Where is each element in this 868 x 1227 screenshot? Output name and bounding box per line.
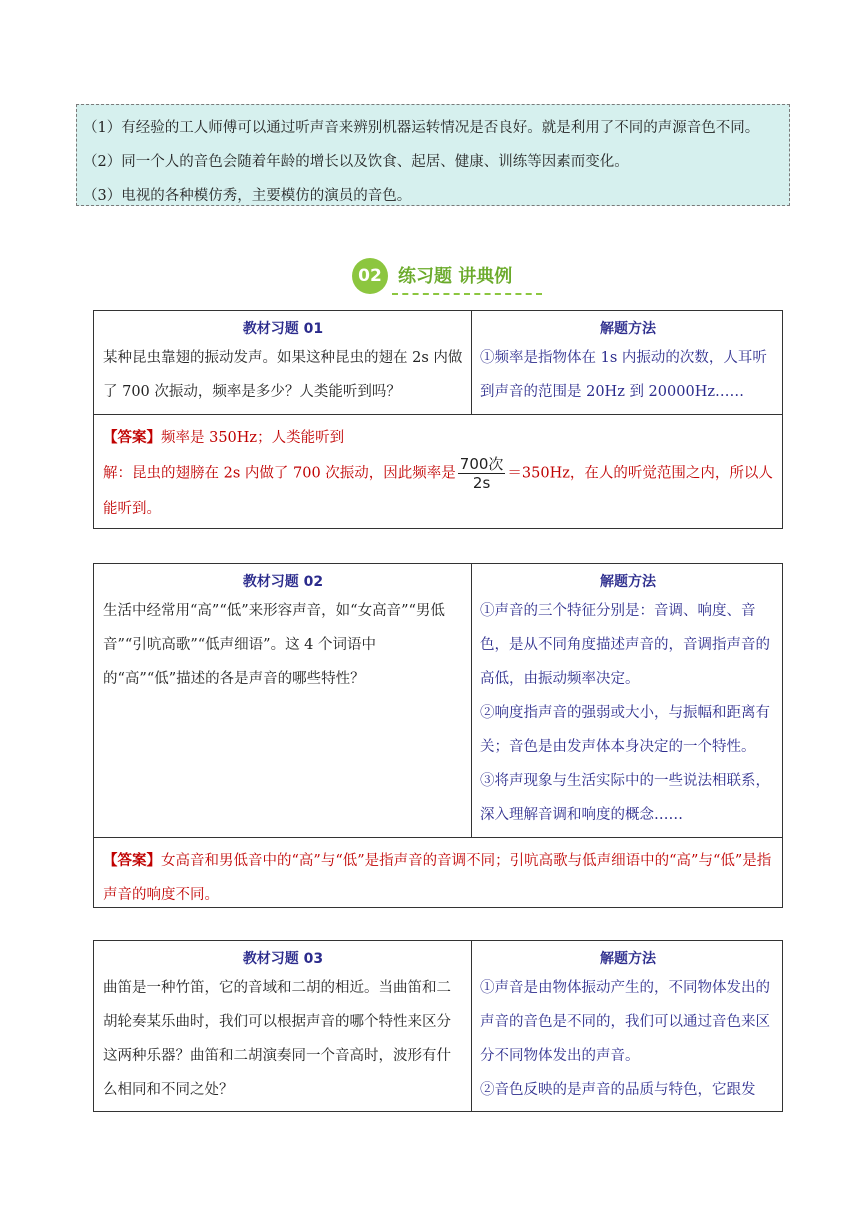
exercise-03-method-1: ①声音是由物体振动产生的，不同物体发出的声音的音色是不同的，我们可以通过音色来区分不同物体发出的声音。 [480,980,770,1064]
exercise-01-answer: 频率是 350Hz；人类能听到 [161,430,345,446]
exercise-02-question: 生活中经常用“高”“低”来形容声音，如“女高音”“男低音”“引吭高歌”“低声细语”。这 4 个词语中的“高”“低”描述的各是声音的哪些特性？ [103,603,445,687]
exercise-01-table [93,310,783,529]
knowledge-note-box [76,104,790,206]
exercise-02-method-2: ②响度指声音的强弱或大小，与振幅和距离有关；音色是由发声体本身决定的一个特性。 [480,705,770,755]
section-underline [392,293,542,295]
exercise-02-answer: 女高音和男低音中的“高”与“低”是指声音的音调不同；引吭高歌与低声细语中的“高”与“低”是指声音的响度不同。 [103,853,772,903]
exercise-03-question-cell [94,941,472,1111]
exercise-02-method-title: 解题方法 [600,574,656,590]
exercise-03-question: 曲笛是一种竹笛，它的音域和二胡的相近。当曲笛和二胡轮奏某乐曲时，我们可以根据声音的哪个特性来区分这两种乐器？曲笛和二胡演奏同一个音高时，波形有什么相同和不同之处？ [103,980,451,1098]
note-line-1: （1）有经验的工人师傅可以通过听声音来辨别机器运转情况是否良好。就是利用了不同的声源音色不同。 [83,120,760,136]
fraction-denominator: 2s [472,474,491,492]
exercise-01-question: 某种昆虫靠翅的振动发声。如果这种昆虫的翅在 2s 内做了 700 次振动，频率是多少？人类能听到吗？ [103,350,463,400]
exercise-02-title: 教材习题 02 [242,574,324,590]
section-header [352,258,544,298]
note-line-2: （2）同一个人的音色会随着年龄的增长以及饮食、起居、健康、训练等因素而变化。 [83,154,629,170]
exercise-01-method: ①频率是指物体在 1s 内振动的次数，人耳听到声音的范围是 20Hz 到 20000Hz…… [480,350,767,400]
exercise-01-solution-pre: 解：昆虫的翅膀在 2s 内做了 700 次振动，因此频率是 [103,465,456,482]
exercise-01-solution-post: ＝350Hz，在人的听觉范围之内，所以人能听到。 [103,465,773,517]
note-line-3: （3）电视的各种模仿秀，主要模仿的演员的音色。 [83,188,412,204]
exercise-01-title: 教材习题 01 [242,321,324,337]
exercise-02-question-cell [94,564,472,837]
section-number-badge: 02 [352,258,388,294]
exercise-01-question-cell [94,311,472,414]
exercise-03-method-cell [472,941,782,1111]
exercise-02-table [93,563,783,908]
exercise-03-method-title: 解题方法 [600,951,656,967]
exercise-01-answer-cell [94,414,782,528]
section-title: 练习题 讲典例 [398,266,513,287]
exercise-03-table [93,940,783,1112]
exercise-02-answer-cell [94,837,782,907]
exercise-03-method-2: ②音色反映的是声音的品质与特色，它跟发 [480,1082,756,1098]
fraction-numerator: 700次 [459,455,504,473]
exercise-02-method-1: ①声音的三个特征分别是：音调、响度、音色，是从不同角度描述声音的，音调指声音的高低，由振动频率决定。 [480,603,770,687]
exercise-01-method-title: 解题方法 [600,321,656,337]
answer-tag: 【答案】 [103,429,161,446]
exercise-03-title: 教材习题 03 [242,951,324,967]
exercise-01-method-cell [472,311,782,414]
answer-tag: 【答案】 [103,852,161,869]
exercise-02-method-cell [472,564,782,837]
exercise-02-method-3: ③将声现象与生活实际中的一些说法相联系，深入理解音调和响度的概念…… [480,773,770,823]
frequency-fraction [458,455,506,492]
